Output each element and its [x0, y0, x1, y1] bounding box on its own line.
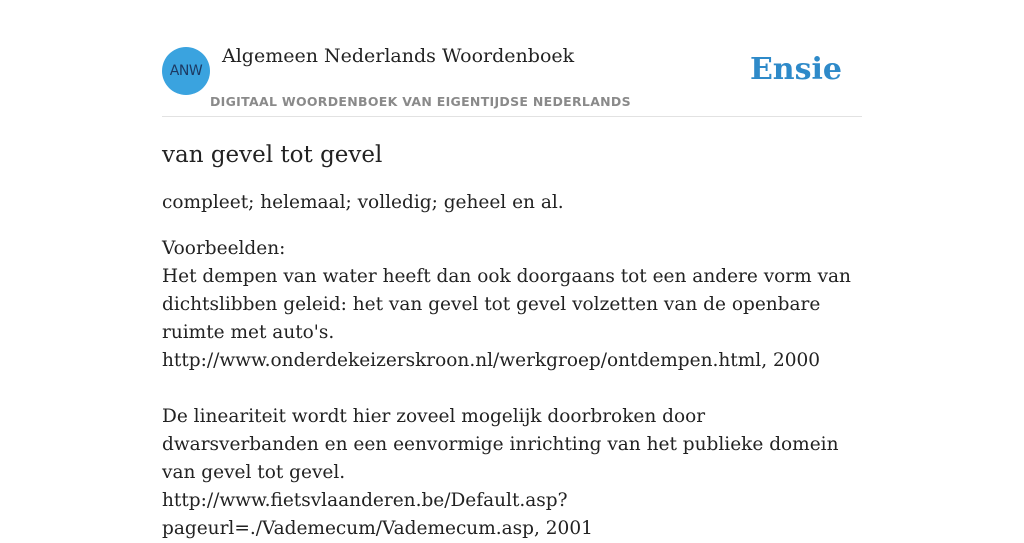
entry-definition: compleet; helemaal; volledig; geheel en al.	[162, 192, 564, 213]
entry-title: van gevel tot gevel	[162, 142, 383, 168]
example-source-link[interactable]: http://www.onderdekeizerskroon.nl/werkgroep/ontdempen.html, 2000	[162, 350, 821, 371]
example-item	[162, 403, 852, 543]
example-item	[162, 263, 852, 375]
anw-logo[interactable]	[162, 47, 210, 95]
example-text: De lineariteit wordt hier zoveel mogelijk doorbroken door dwarsverbanden en een eenvormige inrichting van het publieke domein van gevel tot gevel.	[162, 406, 839, 483]
ensie-brand-link[interactable]: Ensie	[749, 52, 842, 87]
examples-label: Voorbeelden:	[162, 238, 286, 259]
examples-section	[162, 235, 852, 543]
site-header	[162, 0, 862, 117]
site-subtitle: DIGITAAL WOORDENBOEK VAN EIGENTIJDSE NEDERLANDS	[210, 94, 631, 109]
site-title[interactable]: Algemeen Nederlands Woordenboek	[222, 45, 575, 67]
anw-logo-text: ANW	[169, 63, 203, 79]
entry-content	[162, 140, 852, 543]
example-source-link[interactable]	[162, 487, 852, 543]
example-text: Het dempen van water heeft dan ook doorgaans tot een andere vorm van dichtslibben geleid: het van gevel tot gevel volzetten van de openbare ruimte met auto's.	[162, 266, 851, 343]
example-source-line: http://www.fietsvlaanderen.be/Default.asp?	[162, 490, 568, 511]
example-source-line: pageurl=./Vademecum/Vademecum.asp, 2001	[162, 518, 593, 539]
